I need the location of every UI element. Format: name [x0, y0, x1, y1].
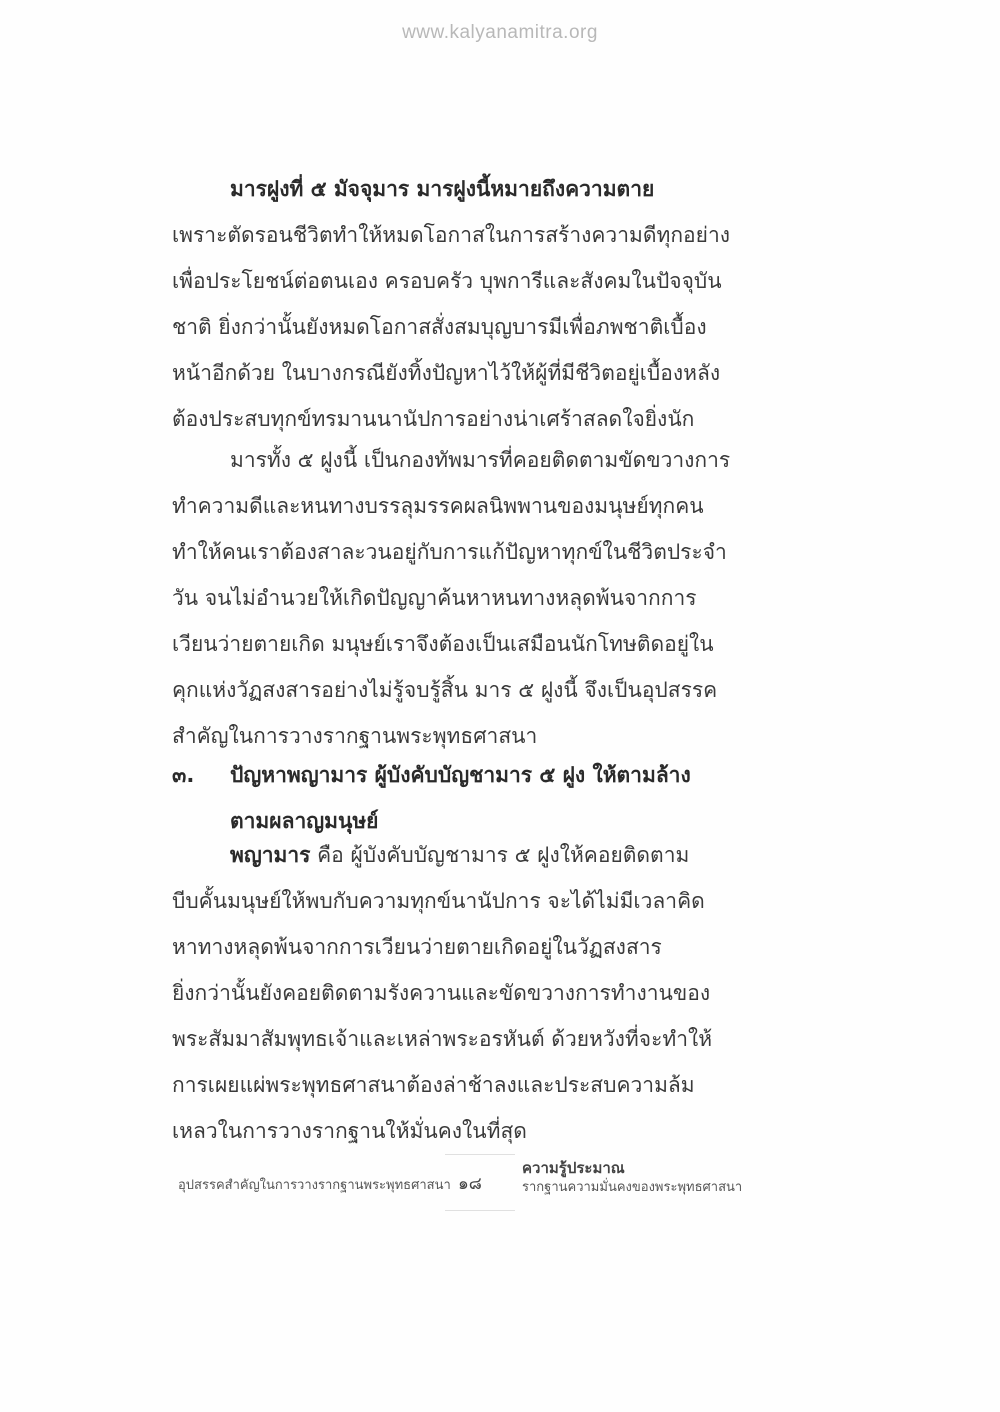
section-title: ปัญหาพญามาร ผู้บังคับบัญชามาร ๕ ฝูง ให้ตามล้าง: [230, 763, 691, 787]
paragraph-line: เพื่อประโยชน์ต่อตนเอง ครอบครัว บุพการีและสังคมในปัจจุบัน: [172, 269, 722, 293]
paragraph-lead-line: [172, 832, 812, 878]
paragraph-line: สำคัญในการวางรากฐานพระพุทธศาสนา: [172, 724, 538, 748]
footer-ornament: [445, 1154, 515, 1155]
paragraph-line: เวียนว่ายตายเกิด มนุษย์เราจึงต้องเป็นเสมือนนักโทษติดอยู่ใน: [172, 632, 714, 656]
paragraph-lead: มารฝูงที่ ๕ มัจจุมาร มารฝูงนี้หมายถึงความตาย: [230, 177, 655, 201]
paragraph-line: พระสัมมาสัมพุทธเจ้าและเหล่าพระอรหันต์ ด้วยหวังที่จะทำให้: [172, 1027, 713, 1051]
paragraph-line: เหลวในการวางรากฐานให้มั่นคงในที่สุด: [172, 1119, 527, 1143]
paragraph-line: หาทางหลุดพ้นจากการเวียนว่ายตายเกิดอยู่ในวัฏสงสาร: [172, 935, 662, 959]
footer-chapter: [522, 1158, 742, 1198]
section-title-continued: ตามผลาญมนุษย์: [230, 809, 379, 833]
paragraph-line: ต้องประสบทุกข์ทรมานนานัปการอย่างน่าเศร้าสลดใจยิ่งนัก: [172, 407, 695, 431]
section-heading-line: [172, 752, 812, 798]
paragraph-line: เพราะตัดรอนชีวิตทำให้หมดโอกาสในการสร้างความดีทุกอย่าง: [172, 223, 731, 247]
section-number: ๓.: [172, 763, 195, 787]
paragraph-line: วัน จนไม่อำนวยให้เกิดปัญญาค้นหาหนทางหลุดพ้นจากการ: [172, 586, 697, 610]
paragraph-line: คุกแห่งวัฏสงสารอย่างไม่รู้จบรู้สิ้น มาร ๕ ฝูงนี้ จึงเป็นอุปสรรค: [172, 678, 718, 702]
section-heading: [172, 752, 812, 844]
paragraph-line: ชาติ ยิ่งกว่านั้นยังหมดโอกาสสั่งสมบุญบารมีเพื่อภพชาติเบื้อง: [172, 315, 707, 339]
paragraph-five-maras: [172, 437, 812, 759]
footer-chapter-title: ความรู้ประมาณ: [522, 1159, 625, 1177]
paragraph-line: ทำให้คนเราต้องสาละวนอยู่กับการแก้ปัญหาทุกข์ในชีวิตประจำ: [172, 540, 727, 564]
paragraph-line: หน้าอีกด้วย ในบางกรณียังทิ้งปัญหาไว้ให้ผู้ที่มีชีวิตอยู่เบื้องหลัง: [172, 361, 721, 385]
page-number: ๑๘: [458, 1174, 482, 1194]
page-footer: [0, 1152, 1000, 1212]
footer-book-title: อุปสรรคสำคัญในการวางรากฐานพระพุทธศาสนา: [178, 1178, 451, 1193]
paragraph-lead-term: พญามาร: [230, 843, 311, 867]
paragraph-line: ทำความดีและหนทางบรรลุมรรคผลนิพพานของมนุษย์ทุกคน: [172, 494, 704, 518]
footer-ornament: [445, 1210, 515, 1211]
paragraph-lead-rest: คือ ผู้บังคับบัญชามาร ๕ ฝูงให้คอยติดตาม: [310, 843, 690, 867]
paragraph-line: การเผยแผ่พระพุทธศาสนาต้องล่าช้าลงและประสบความล้ม: [172, 1073, 695, 1097]
paragraph-king-mara: [172, 832, 812, 1154]
watermark-url: www.kalyanamitra.org: [402, 22, 598, 43]
paragraph-death-mara: [172, 166, 812, 442]
paragraph-line: มารทั้ง ๕ ฝูงนี้ เป็นกองทัพมารที่คอยติดตามขัดขวางการ: [230, 448, 731, 472]
footer-chapter-subtitle: รากฐานความมั่นคงของพระพุทธศาสนา: [522, 1180, 743, 1195]
paragraph-line: บีบคั้นมนุษย์ให้พบกับความทุกข์นานัปการ จะได้ไม่มีเวลาคิด: [172, 889, 705, 913]
paragraph-line: ยิ่งกว่านั้นยังคอยติดตามรังควานและขัดขวางการทำงานของ: [172, 981, 711, 1005]
